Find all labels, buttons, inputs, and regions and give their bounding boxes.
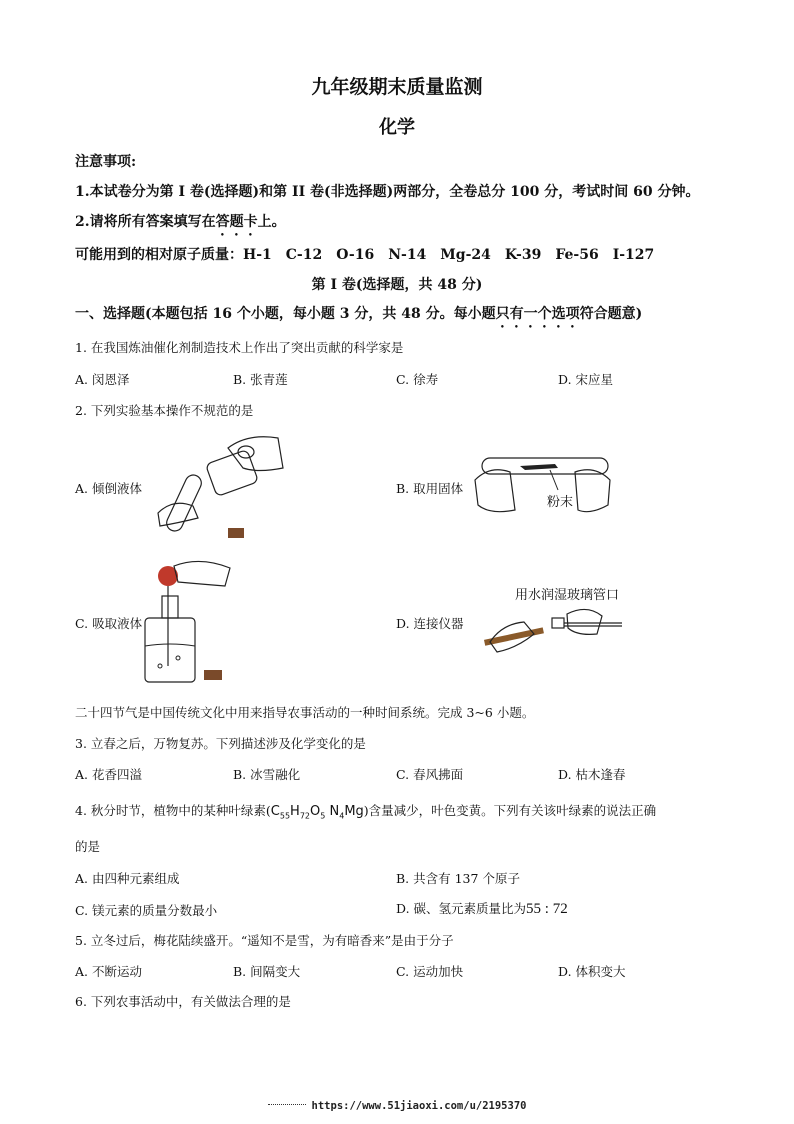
taking-solid-illustration <box>470 450 620 522</box>
drawing-liquid-illustration <box>140 556 260 686</box>
q3-option-b: B. 冰雪融化 <box>233 767 301 782</box>
wet-tube-label: 用水润湿玻璃管口 <box>515 588 620 603</box>
passage-intro: 二十四节气是中国传统文化中用来指导农事活动的一种时间系统。完成 3~6 小题。 <box>75 705 535 720</box>
q4-option-c: C. 镁元素的质量分数最小 <box>75 903 218 918</box>
q1-option-d: D. 宋应星 <box>558 372 614 387</box>
q4-option-b: B. 共含有 137 个原子 <box>396 871 520 886</box>
section-title: 第 I 卷(选择题，共 48 分) <box>311 277 483 293</box>
q5-option-a: A. 不断运动 <box>75 964 142 979</box>
q2-option-a: A. 倾倒液体 <box>75 481 142 496</box>
q1-option-a: A. 闵恩泽 <box>75 372 130 387</box>
q3-stem: 3. 立春之后，万物复苏。下列描述涉及化学变化的是 <box>75 736 366 751</box>
q4-stem: 4. 秋分时节，植物中的某种叶绿素($C_{55}H_{72}O_5$ $N_4Mg$)含量减少，叶色变黄。下列有关该叶绿素的说法正确 <box>75 803 657 821</box>
subject-title: 化学 <box>379 117 415 138</box>
q5-option-c: C. 运动加快 <box>396 964 464 979</box>
q4-option-d: D. 碳、氢元素质量比为55 : 72 <box>396 901 568 917</box>
q1-option-b: B. 张青莲 <box>233 372 288 387</box>
q3-option-d: D. 枯木逢春 <box>558 767 626 782</box>
powder-label: 粉末 <box>547 495 574 510</box>
footer-url[interactable]: https://www.51jiaoxi.com/u/2195370 <box>0 1100 794 1112</box>
notice-item-2: 2.请将所有答案填写在答题卡上。 <box>75 214 286 230</box>
footer-logo-mark <box>268 1104 306 1108</box>
section-instruction: 一、选择题(本题包括 16 个小题，每小题 3 分，共 48 分。每小题只有一个选项符合题意) <box>75 306 643 322</box>
q1-stem: 1. 在我国炼油催化剂制造技术上作出了突出贡献的科学家是 <box>75 340 404 355</box>
q2-option-b: B. 取用固体 <box>396 481 464 496</box>
q2-option-d: D. 连接仪器 <box>396 616 464 631</box>
atomic-masses: 可能用到的相对原子质量：H-1 C-12 O-16 N-14 Mg-24 K-39 Fe-56 I-127 <box>75 247 655 263</box>
exam-title: 九年级期末质量监测 <box>311 76 483 98</box>
q4-option-a: A. 由四种元素组成 <box>75 871 180 886</box>
chlorophyll-formula: $C_{55}H_{72}O_5$ $N_4Mg$ <box>270 804 364 821</box>
q4-stem-cont: 的是 <box>75 839 101 854</box>
q5-option-d: D. 体积变大 <box>558 964 626 979</box>
q2-stem: 2. 下列实验基本操作不规范的是 <box>75 403 254 418</box>
q5-stem: 5. 立冬过后，梅花陆续盛开。“遥知不是雪，为有暗香来”是由于分子 <box>75 933 454 948</box>
q6-stem: 6. 下列农事活动中，有关做法合理的是 <box>75 994 291 1009</box>
pouring-liquid-illustration <box>148 428 288 546</box>
q3-option-c: C. 春风拂面 <box>396 767 464 782</box>
q3-option-a: A. 花香四溢 <box>75 767 142 782</box>
q2-option-c: C. 吸取液体 <box>75 616 143 631</box>
connecting-apparatus-illustration <box>472 604 632 654</box>
q5-option-b: B. 间隔变大 <box>233 964 301 979</box>
notice-item-1: 1.本试卷分为第 I 卷(选择题)和第 II 卷(非选择题)两部分，全卷总分 100 分，考试时间 60 分钟。 <box>75 184 700 200</box>
notice-heading: 注意事项: <box>75 154 137 170</box>
q1-option-c: C. 徐寿 <box>396 372 439 387</box>
